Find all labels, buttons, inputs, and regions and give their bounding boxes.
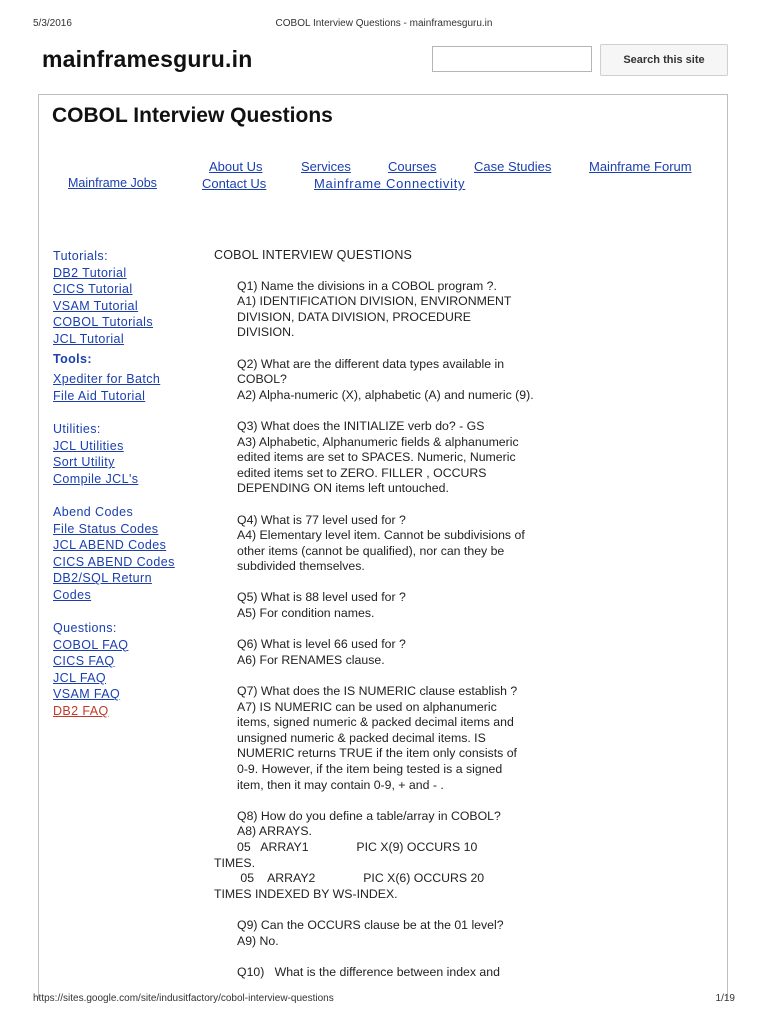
- sidebar-link-file-status[interactable]: File Status Codes: [53, 521, 159, 536]
- print-doc-title: COBOL Interview Questions - mainframesguru.in: [275, 18, 493, 29]
- qa-line: DIVISION, DATA DIVISION, PROCEDURE: [237, 309, 471, 324]
- qa-item-q1: [237, 279, 564, 341]
- qa-line: Q8) How do you define a table/array in COBOL?: [237, 808, 501, 823]
- qa-item-q3: [237, 419, 564, 497]
- qa-line: Q9) Can the OCCURS clause be at the 01 level?: [237, 917, 504, 932]
- qa-item-q7: [237, 684, 564, 793]
- qa-line: A4) Elementary level item. Cannot be subdivisions of: [237, 528, 525, 543]
- qa-line: unsigned numeric & packed decimal items. IS: [237, 730, 486, 745]
- site-title[interactable]: mainframesguru.in: [42, 46, 253, 72]
- qa-line: edited items are set to SPACES. Numeric, Numeric: [237, 450, 516, 465]
- qa-line: other items (cannot be qualified), nor can they be: [237, 543, 505, 558]
- qa-line: COBOL?: [237, 372, 287, 387]
- qa-item-q4: [237, 513, 564, 575]
- qa-item-q10: [237, 965, 564, 981]
- db2-sql-line1: DB2/SQL Return: [53, 571, 152, 586]
- sidebar-link-jcl-abend[interactable]: JCL ABEND Codes: [53, 538, 167, 553]
- sidebar-link-sort-utility[interactable]: Sort Utility: [53, 455, 115, 470]
- sidebar-link-db2-sql-return[interactable]: [53, 570, 213, 603]
- sidebar-link-cics-abend[interactable]: CICS ABEND Codes: [53, 554, 175, 569]
- sidebar-heading-questions: Questions:: [53, 621, 117, 636]
- nav-case-studies[interactable]: Case Studies: [474, 159, 552, 174]
- qa-line: subdivided themselves.: [237, 559, 365, 574]
- qa-item-q5: [237, 590, 564, 621]
- qa-line: DEPENDING ON items left untouched.: [237, 481, 449, 496]
- qa-item-q9: [237, 918, 564, 949]
- qa-line: A7) IS NUMERIC can be used on alphanumeric: [237, 699, 497, 714]
- sidebar-link-vsam-tutorial[interactable]: VSAM Tutorial: [53, 298, 139, 313]
- page-title: COBOL Interview Questions: [52, 104, 333, 127]
- sidebar-heading-tutorials: Tutorials:: [53, 249, 108, 263]
- sidebar-link-cobol-faq[interactable]: COBOL FAQ: [53, 637, 129, 652]
- sidebar-link-vsam-faq[interactable]: VSAM FAQ: [53, 687, 121, 702]
- qa-line: A6) For RENAMES clause.: [237, 652, 385, 667]
- qa-line: A8) ARRAYS.: [237, 824, 312, 839]
- qa-line: A5) For condition names.: [237, 606, 375, 621]
- code-line: 05 ARRAY1 PIC X(9) OCCURS 10: [237, 839, 478, 854]
- nav-about-us[interactable]: About Us: [209, 159, 263, 174]
- sidebar-heading-tools: Tools:: [53, 351, 92, 366]
- code-line: TIMES INDEXED BY WS-INDEX.: [214, 886, 398, 901]
- sidebar: [53, 248, 213, 720]
- sidebar-heading-abend-codes: Abend Codes: [53, 504, 134, 519]
- qa-item-q2: [237, 357, 564, 404]
- qa-line: Q1) Name the divisions in a COBOL program ?.: [237, 278, 497, 293]
- qa-item-q6: [237, 637, 564, 668]
- qa-line: 0-9. However, if the item being tested is a signed: [237, 762, 503, 776]
- print-footer: [33, 993, 735, 1007]
- nav-mainframe-jobs[interactable]: Mainframe Jobs: [68, 176, 157, 190]
- article-heading: COBOL INTERVIEW QUESTIONS: [214, 248, 413, 262]
- print-header: [33, 18, 735, 32]
- code-line: TIMES.: [214, 855, 255, 870]
- qa-line: A3) Alphabetic, Alphanumeric fields & alphanumeric: [237, 434, 519, 449]
- qa-line: Q3) What does the INITIALIZE verb do? - GS: [237, 418, 485, 433]
- sidebar-link-xpediter[interactable]: Xpediter for Batch: [53, 372, 161, 387]
- search-button[interactable]: Search this site: [600, 44, 728, 76]
- print-url: https://sites.google.com/site/indusitfactory/cobol-interview-questions: [33, 993, 334, 1004]
- qa-line: A2) Alpha-numeric (X), alphabetic (A) and numeric (9).: [237, 387, 534, 402]
- qa-line: Q10) What is the difference between index and: [237, 964, 500, 979]
- qa-line: Q5) What is 88 level used for ?: [237, 590, 406, 605]
- sidebar-link-db2-tutorial[interactable]: DB2 Tutorial: [53, 265, 127, 280]
- nav-mainframe-forum[interactable]: Mainframe Forum: [589, 159, 692, 174]
- qa-line: Q6) What is level 66 used for ?: [237, 637, 406, 652]
- sidebar-link-db2-faq[interactable]: DB2 FAQ: [53, 704, 109, 719]
- sidebar-link-jcl-utilities[interactable]: JCL Utilities: [53, 438, 124, 453]
- qa-line: items, signed numeric & packed decimal items and: [237, 715, 514, 730]
- qa-line: NUMERIC returns TRUE if the item only consists of: [237, 746, 517, 761]
- qa-line: item, then it may contain 0-9, + and - .: [237, 777, 444, 792]
- db2-sql-line2: Codes: [53, 587, 92, 602]
- sidebar-link-cics-tutorial[interactable]: CICS Tutorial: [53, 282, 133, 297]
- qa-line: Q2) What are the different data types available in: [237, 356, 505, 371]
- sidebar-heading-utilities: Utilities:: [53, 421, 101, 436]
- print-page-number: 1/19: [715, 993, 735, 1004]
- qa-line: Q4) What is 77 level used for ?: [237, 512, 406, 527]
- sidebar-link-file-aid[interactable]: File Aid Tutorial: [53, 388, 146, 403]
- nav-mainframe-connectivity[interactable]: Mainframe Connectivity: [314, 176, 466, 191]
- qa-line: DIVISION.: [237, 325, 295, 340]
- search-input[interactable]: [432, 46, 592, 72]
- nav-contact-us[interactable]: Contact Us: [202, 176, 267, 191]
- qa-line: A9) No.: [237, 933, 279, 948]
- article-content: [214, 248, 564, 996]
- qa-line: Q7) What does the IS NUMERIC clause establish ?: [237, 684, 518, 699]
- nav-services[interactable]: Services: [301, 159, 351, 174]
- qa-line: edited items set to ZERO. FILLER , OCCURS: [237, 465, 487, 480]
- sidebar-link-compile-jcls[interactable]: Compile JCL's: [53, 471, 139, 486]
- qa-line: A1) IDENTIFICATION DIVISION, ENVIRONMENT: [237, 294, 512, 309]
- code-line: 05 ARRAY2 PIC X(6) OCCURS 20: [237, 871, 485, 886]
- sidebar-link-jcl-faq[interactable]: JCL FAQ: [53, 670, 107, 685]
- sidebar-link-cics-faq[interactable]: CICS FAQ: [53, 654, 115, 669]
- qa-item-q8: [214, 809, 564, 903]
- print-date: 5/3/2016: [33, 18, 72, 29]
- nav-courses[interactable]: Courses: [388, 159, 437, 174]
- sidebar-link-jcl-tutorial[interactable]: JCL Tutorial: [53, 331, 125, 346]
- sidebar-link-cobol-tutorials[interactable]: COBOL Tutorials: [53, 315, 154, 330]
